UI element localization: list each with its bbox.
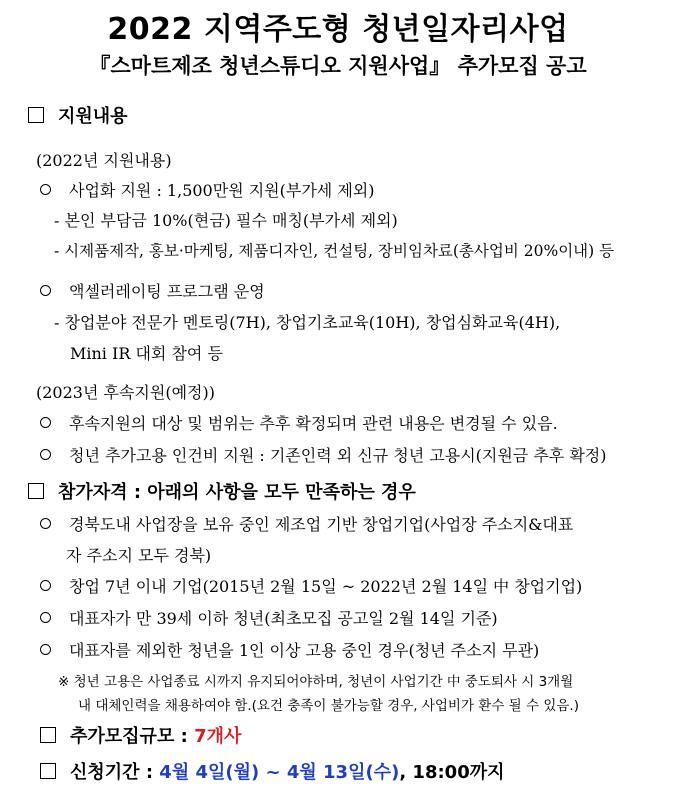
checkbox-square-icon xyxy=(28,107,44,123)
section-eligibility-title: 참가자격 : 아래의 사항을 모두 만족하는 경우 xyxy=(58,482,416,503)
bullet-circle-icon xyxy=(40,518,51,529)
eligibility-item-location-cont: 자 주소지 모두 경북) xyxy=(66,546,212,565)
application-period-dates: 4월 4일(월) ~ 4월 13일(수) xyxy=(159,762,400,783)
eligibility-item-ceo-age: 대표자가 만 39세 이하 청년(최초모집 공고일 2월 14일 기준) xyxy=(40,606,498,629)
section-support-heading xyxy=(28,102,128,128)
section-support-title: 지원내용 xyxy=(58,106,128,127)
page-subtitle: 『스마트제조 청년스튜디오 지원사업』 추가모집 공고 xyxy=(89,54,587,78)
support-item-funding: 사업화 지원 : 1,500만원 지원(부가세 제외) xyxy=(40,178,375,201)
support-item-followup: 후속지원의 대상 및 범위는 추후 확정되며 관련 내용은 변경될 수 있음. xyxy=(40,411,558,434)
bullet-circle-icon xyxy=(40,580,51,591)
recruit-size-value: 7개사 xyxy=(194,726,242,747)
section-eligibility-heading xyxy=(28,478,416,504)
bullet-circle-icon xyxy=(40,417,51,428)
bullet-circle-icon xyxy=(40,285,51,296)
support-item-labor-cost: 청년 추가고용 인건비 지원 : 기존인력 외 신규 청년 고용시(지원금 추후 확정) xyxy=(40,443,607,466)
checkbox-square-icon xyxy=(28,483,44,499)
support-item-accelerating: 액셀러레이팅 프로그램 운영 xyxy=(40,279,265,302)
eligibility-item-age: 창업 7년 이내 기업(2015년 2월 15일 ~ 2022년 2월 14일 中 창업기업) xyxy=(40,574,582,597)
bullet-circle-icon xyxy=(40,184,51,195)
section-application-period xyxy=(40,758,505,784)
recruit-size-label: 추가모집규모 : xyxy=(70,726,195,747)
application-period-deadline: , 18:00까지 xyxy=(399,762,505,783)
accelerating-sub-programs-cont: Mini IR 대회 참여 등 xyxy=(70,344,223,363)
section-recruit-size xyxy=(40,722,241,748)
accelerating-sub-programs: - 창업분야 전문가 멘토링(7H), 창업기초교육(10H), 창업심화교육(4H), xyxy=(54,313,561,332)
eligibility-note-line2: 내 대체인력을 채용하여야 함.(요건 충족이 불가능할 경우, 사업비가 환수 될 수 있음.) xyxy=(78,698,579,714)
eligibility-item-location: 경북도내 사업장을 보유 중인 제조업 기반 창업기업(사업장 주소지&대표 xyxy=(40,512,573,535)
year-2023-label: (2023년 후속지원(예정)) xyxy=(36,383,215,402)
checkbox-square-icon xyxy=(40,727,56,743)
bullet-circle-icon xyxy=(40,644,51,655)
bullet-circle-icon xyxy=(40,612,51,623)
checkbox-square-icon xyxy=(40,763,56,779)
funding-sub-uses: - 시제품제작, 홍보·마케팅, 제품디자인, 컨설팅, 장비임차료(총사업비 20%이내) 등 xyxy=(54,242,615,260)
funding-sub-matching: - 본인 부담금 10%(현금) 필수 매칭(부가세 제외) xyxy=(54,211,398,230)
eligibility-note-line1: ※ 청년 고용은 사업종료 시까지 유지되어야하며, 청년이 사업기간 中 중도퇴사 시 3개월 xyxy=(58,674,574,690)
page-title: 2022 지역주도형 청년일자리사업 xyxy=(107,12,569,47)
year-2022-label: (2022년 지원내용) xyxy=(36,151,172,170)
application-period-label: 신청기간 : xyxy=(70,762,160,783)
eligibility-item-employment: 대표자를 제외한 청년을 1인 이상 고용 중인 경우(청년 주소지 무관) xyxy=(40,638,539,661)
bullet-circle-icon xyxy=(40,449,51,460)
